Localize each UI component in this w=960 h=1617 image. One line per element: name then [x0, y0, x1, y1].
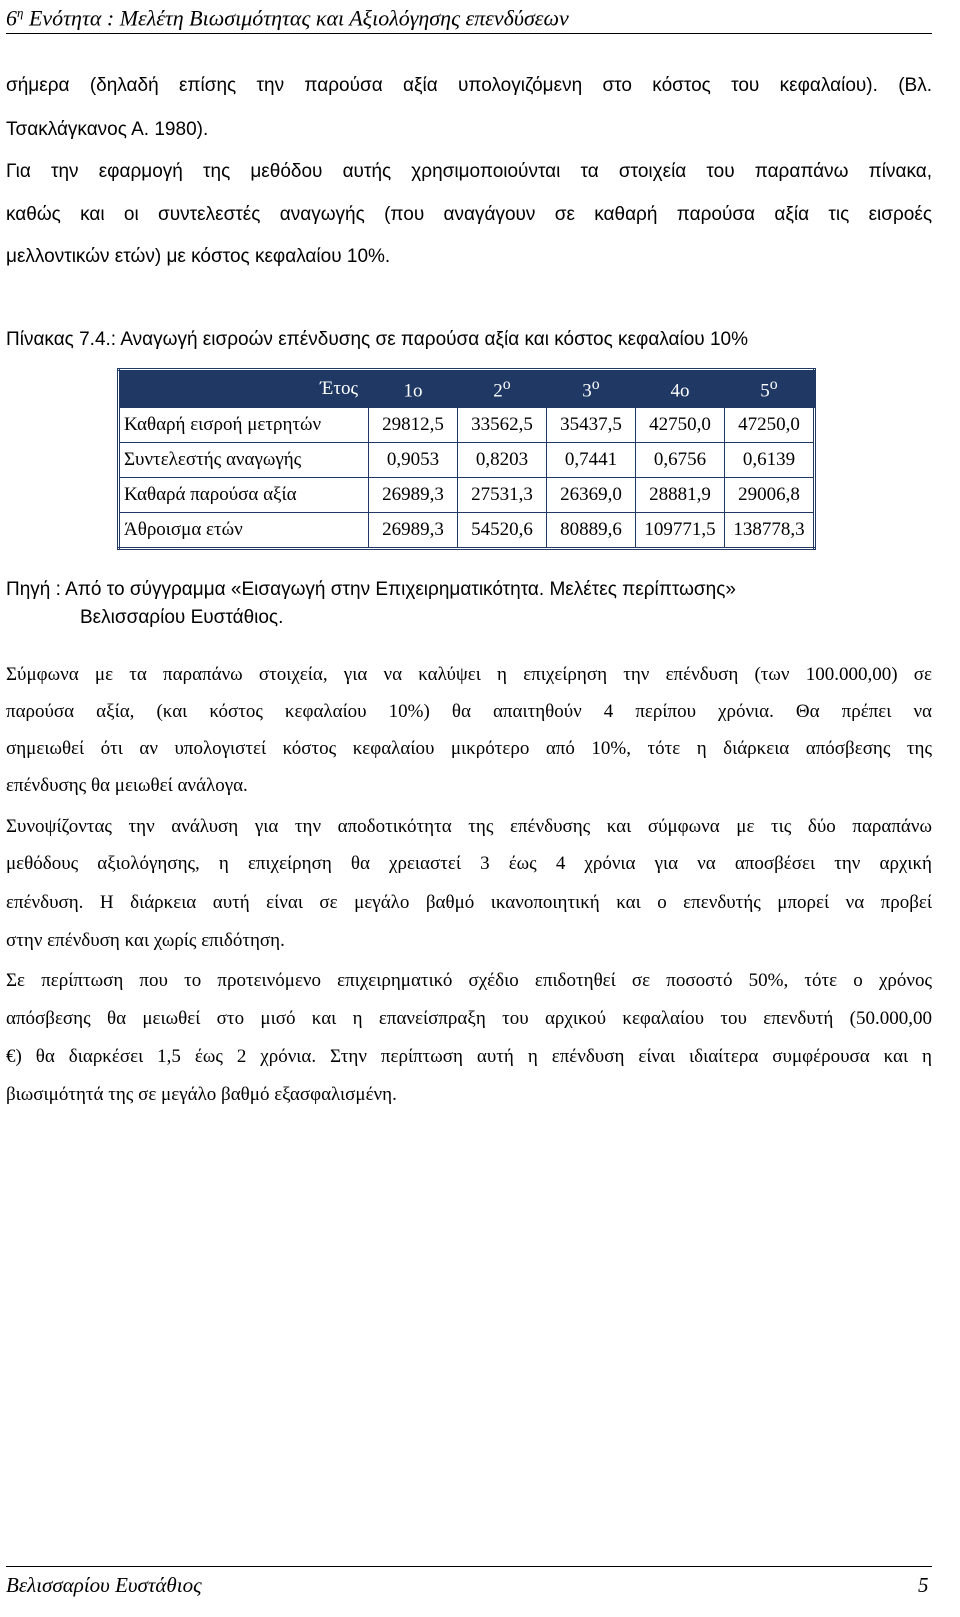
body-line-4: επένδυσης θα μειωθεί ανάλογα. [6, 775, 248, 796]
table-cell: 47250,0 [725, 408, 815, 443]
row-label: Άθροισμα ετών [119, 513, 369, 549]
intro-line-5: μελλοντικών ετών) με κόστος κεφαλαίου 10%. [6, 246, 391, 267]
table-row [119, 513, 815, 549]
page-number: 5 [918, 1573, 929, 1597]
header-rule [6, 33, 932, 34]
intro-line-1: σήμερα (δηλαδή επίσης την παρούσα αξία υπολογιζόμενη στο κόστος του κεφαλαίου). (Βλ. [6, 75, 932, 96]
table-cell: 0,9053 [369, 443, 458, 478]
intro-line-2: Τσακλάγκανος Α. 1980). [6, 119, 209, 140]
table-header-row [119, 370, 815, 408]
body-line-12: βιωσιμότητά της σε μεγάλο βαθμό εξασφαλισμένη. [6, 1084, 397, 1105]
table-cell: 29812,5 [369, 408, 458, 443]
body-line-6: μεθόδους αξιολόγησης, η επιχείρηση θα χρειαστεί 3 έως 4 χρόνια για να αποσβέσει την αρχική [6, 853, 932, 874]
body-line-1: Σύμφωνα με τα παραπάνω στοιχεία, για να καλύψει η επιχείρηση την επένδυση (των 100.000,00) σε [6, 664, 932, 685]
year-header-2: $2^o$ [458, 370, 547, 408]
table-cell: 138778,3 [725, 513, 815, 549]
header-chapter-number: 6 [6, 5, 17, 31]
table-caption: Πίνακας 7.4.: Αναγωγή εισροών επένδυσης σε παρούσα αξία και κόστος κεφαλαίου 10% [6, 329, 749, 350]
year-header-1: 1ο [369, 370, 458, 408]
row-label: Καθαρά παρούσα αξία [119, 478, 369, 513]
table-cell: 0,6756 [636, 443, 725, 478]
table-cell: 0,7441 [547, 443, 636, 478]
source-line-2: Βελισσαρίου Ευστάθιος. [80, 607, 284, 628]
investment-table [117, 368, 816, 550]
source-line-1: Πηγή : Από το σύγγραμμα «Εισαγωγή στην Επιχειρηματικότητα. Μελέτες περίπτωσης» [6, 579, 736, 600]
header-chapter-title: Ενότητα : Μελέτη Βιωσιμότητας και Αξιολόγησης επενδύσεων [23, 5, 569, 31]
intro-line-3: Για την εφαρμογή της μεθόδου αυτής χρησιμοποιούνται τα στοιχεία του παραπάνω πίνακα, [6, 161, 932, 182]
body-line-7: επένδυση. Η διάρκεια αυτή είναι σε μεγάλο βαθμό ικανοποιητική και ο επενδυτής μπορεί να προβεί [6, 892, 932, 913]
table-cell: 29006,8 [725, 478, 815, 513]
body-line-10: απόσβεσης θα μειωθεί στο μισό και η επανείσπραξη του αρχικού κεφαλαίου του επενδυτή (50.000,00 [6, 1008, 932, 1029]
intro-line-4: καθώς και οι συντελεστές αναγωγής (που αναγάγουν σε καθαρή παρούσα αξία τις εισροές [6, 204, 932, 225]
table-cell: 0,6139 [725, 443, 815, 478]
year-header-4: 4ο [636, 370, 725, 408]
year-header-label: Έτος [320, 378, 358, 399]
table-cell: 27531,3 [458, 478, 547, 513]
body-line-5: Συνοψίζοντας την ανάλυση για την αποδοτικότητα της επένδυσης και σύμφωνα με τις δύο παραπάνω [6, 816, 932, 837]
table-corner-cell [119, 370, 369, 408]
table-row [119, 478, 815, 513]
body-line-9: Σε περίπτωση που το προτεινόμενο επιχειρηματικό σχέδιο επιδοτηθεί σε ποσοστό 50%, τότε ο χρόνος [6, 970, 932, 991]
body-line-11: €) θα διαρκέσει 1,5 έως 2 χρόνια. Στην περίπτωση αυτή η επένδυση είναι ιδιαίτερα συμφέρουσα και η [6, 1046, 932, 1067]
table-cell: 54520,6 [458, 513, 547, 549]
table-cell: 28881,9 [636, 478, 725, 513]
table-cell: 26989,3 [369, 513, 458, 549]
body-line-2: παρούσα αξία, (και κόστος κεφαλαίου 10%) θα απαιτηθούν 4 περίπου χρόνια. Θα πρέπει να [6, 701, 932, 722]
table-cell: 26989,3 [369, 478, 458, 513]
body-line-8: στην επένδυση και χωρίς επιδότηση. [6, 930, 285, 951]
table-cell: 80889,6 [547, 513, 636, 549]
body-line-3: σημειωθεί ότι αν υπολογιστεί κόστος κεφαλαίου μικρότερο από 10%, τότε η διάρκεια απόσβεσης της [6, 738, 932, 759]
header-chapter-sup: η [17, 5, 24, 20]
footer-rule [6, 1566, 932, 1567]
year-header-3: $3^o$ [547, 370, 636, 408]
table-cell: 0,8203 [458, 443, 547, 478]
running-header [6, 0, 569, 31]
table-cell: 42750,0 [636, 408, 725, 443]
table-row [119, 443, 815, 478]
table-cell: 109771,5 [636, 513, 725, 549]
table-cell: 26369,0 [547, 478, 636, 513]
footer-author: Βελισσαρίου Ευστάθιος [6, 1573, 202, 1597]
row-label: Καθαρή εισροή μετρητών [119, 408, 369, 443]
year-header-5: $5^o$ [725, 370, 815, 408]
row-label: Συντελεστής αναγωγής [119, 443, 369, 478]
table-cell: 33562,5 [458, 408, 547, 443]
table-row [119, 408, 815, 443]
table-cell: 35437,5 [547, 408, 636, 443]
